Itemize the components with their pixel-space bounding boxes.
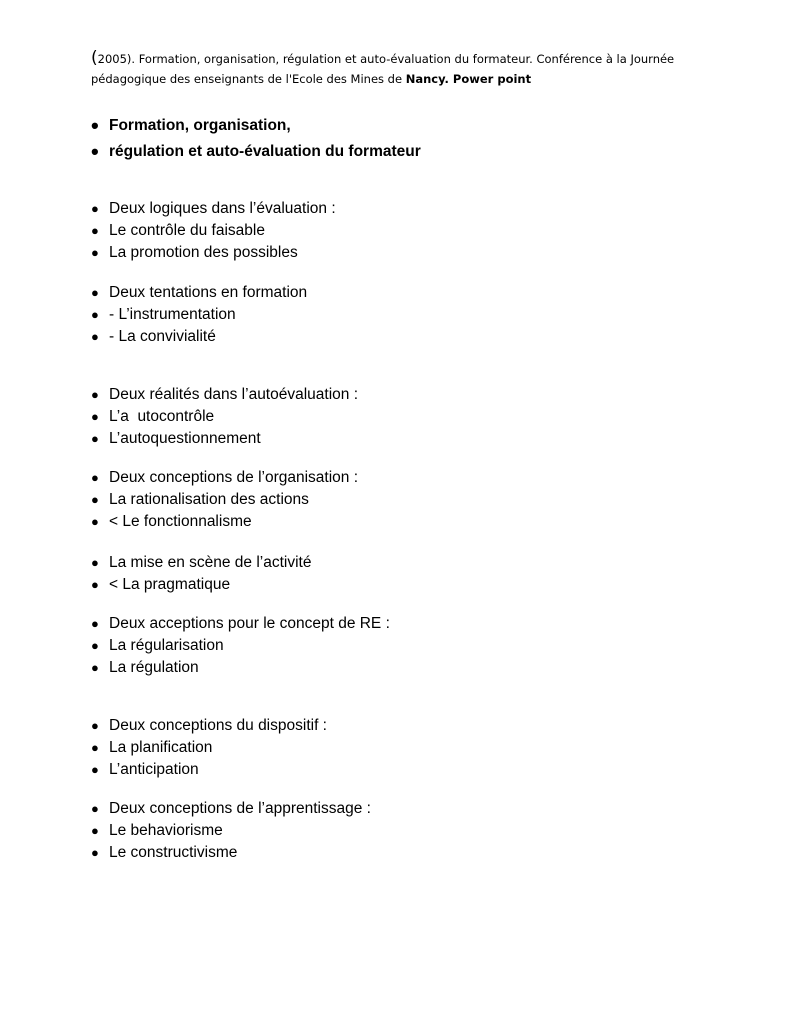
- bullet-icon: ●: [91, 514, 99, 529]
- bullet-icon: ●: [91, 431, 99, 446]
- list-item-text: - L’instrumentation: [109, 306, 236, 323]
- list-item: [91, 715, 327, 737]
- list-item-text: Deux conceptions de l’organisation :: [109, 469, 359, 486]
- title-text: régulation et auto-évaluation du formateur: [109, 143, 421, 160]
- bullet-icon: ●: [91, 740, 99, 755]
- list-item: [91, 842, 371, 864]
- header-line-1: [91, 48, 711, 69]
- list-item: [91, 428, 358, 450]
- list-item-text: < La pragmatique: [109, 576, 231, 593]
- list-item-text: L’anticipation: [109, 761, 199, 778]
- list-item-text: Deux logiques dans l’évaluation :: [109, 200, 336, 217]
- bullet-icon: ●: [91, 823, 99, 838]
- bullet-icon: ●: [91, 638, 99, 653]
- bullet-icon: ●: [91, 409, 99, 424]
- bullet-icon: ●: [91, 492, 99, 507]
- bullet-icon: ●: [91, 577, 99, 592]
- list-item: [91, 613, 390, 635]
- title-item: [91, 113, 421, 139]
- bullet-icon: ●: [91, 845, 99, 860]
- list-item-text: L’a utocontrôle: [109, 408, 215, 425]
- bullet-group: [91, 467, 358, 533]
- list-item: [91, 220, 336, 242]
- title-text: Formation, organisation,: [109, 117, 291, 134]
- list-item-text: La régularisation: [109, 637, 224, 654]
- list-item-text: - La convivialité: [109, 328, 216, 345]
- list-item-text: Le behaviorisme: [109, 822, 223, 839]
- list-item: [91, 467, 358, 489]
- bullet-group: [91, 282, 307, 348]
- list-item: [91, 737, 327, 759]
- list-item: [91, 198, 336, 220]
- list-item: [91, 798, 371, 820]
- title-list: [91, 113, 421, 165]
- bullet-group: [91, 798, 371, 864]
- list-item-text: Deux réalités dans l’autoévaluation :: [109, 386, 359, 403]
- list-item: [91, 242, 336, 264]
- bullet-group: [91, 552, 311, 596]
- bullet-icon: ●: [91, 329, 99, 344]
- bullet-icon: ●: [91, 762, 99, 777]
- bullet-icon: ●: [91, 201, 99, 216]
- header-line-2: [91, 69, 711, 89]
- bullet-group: [91, 613, 390, 679]
- bullet-icon: ●: [91, 387, 99, 402]
- list-item: [91, 384, 358, 406]
- list-item: [91, 820, 371, 842]
- list-item: [91, 282, 307, 304]
- list-item-text: Deux tentations en formation: [109, 284, 308, 301]
- list-item: [91, 657, 390, 679]
- list-item-text: La planification: [109, 739, 213, 756]
- list-item: [91, 489, 358, 511]
- list-item-text: Le constructivisme: [109, 844, 238, 861]
- list-item-text: La rationalisation des actions: [109, 491, 309, 508]
- title-item: [91, 139, 421, 165]
- list-item-text: Deux conceptions du dispositif :: [109, 717, 327, 734]
- bullet-group: [91, 198, 336, 264]
- list-item-text: La promotion des possibles: [109, 244, 298, 261]
- header-line2-text: pédagogique des enseignants de l'Ecole des Mines de: [91, 72, 406, 86]
- list-item-text: Deux acceptions pour le concept de RE :: [109, 615, 390, 632]
- bullet-group: [91, 715, 327, 781]
- bullet-icon: ●: [91, 801, 99, 816]
- header-line1-text: 2005). Formation, organisation, régulation et auto-évaluation du formateur. Conférence à la Journée: [97, 52, 675, 66]
- bullet-icon: ●: [91, 555, 99, 570]
- list-item-text: La régulation: [109, 659, 199, 676]
- list-item: [91, 326, 307, 348]
- list-item-text: Deux conceptions de l’apprentissage :: [109, 800, 371, 817]
- bullet-icon: ●: [91, 470, 99, 485]
- bullet-icon: ●: [91, 616, 99, 631]
- list-item-text: L’autoquestionnement: [109, 430, 261, 447]
- list-item: [91, 759, 327, 781]
- list-item-text: Le contrôle du faisable: [109, 222, 265, 239]
- list-item-text: < Le fonctionnalisme: [109, 513, 252, 530]
- header-paren: (: [91, 48, 98, 68]
- bullet-icon: ●: [91, 660, 99, 675]
- list-item-text: La mise en scène de l’activité: [109, 554, 312, 571]
- list-item: [91, 511, 358, 533]
- list-item: [91, 304, 307, 326]
- bullet-icon: ●: [91, 307, 99, 322]
- bullet-icon: ●: [91, 718, 99, 733]
- bullet-icon: ●: [91, 223, 99, 238]
- bullet-group: [91, 384, 358, 450]
- reference-header: [91, 48, 711, 89]
- bullet-icon: ●: [91, 245, 99, 260]
- list-item: [91, 574, 311, 596]
- header-line2-bold: Nancy. Power point: [405, 72, 532, 86]
- bullet-icon: •: [91, 139, 99, 164]
- list-item: [91, 635, 390, 657]
- list-item: [91, 552, 311, 574]
- list-item: [91, 406, 358, 428]
- bullet-icon: •: [91, 113, 99, 138]
- bullet-icon: ●: [91, 285, 99, 300]
